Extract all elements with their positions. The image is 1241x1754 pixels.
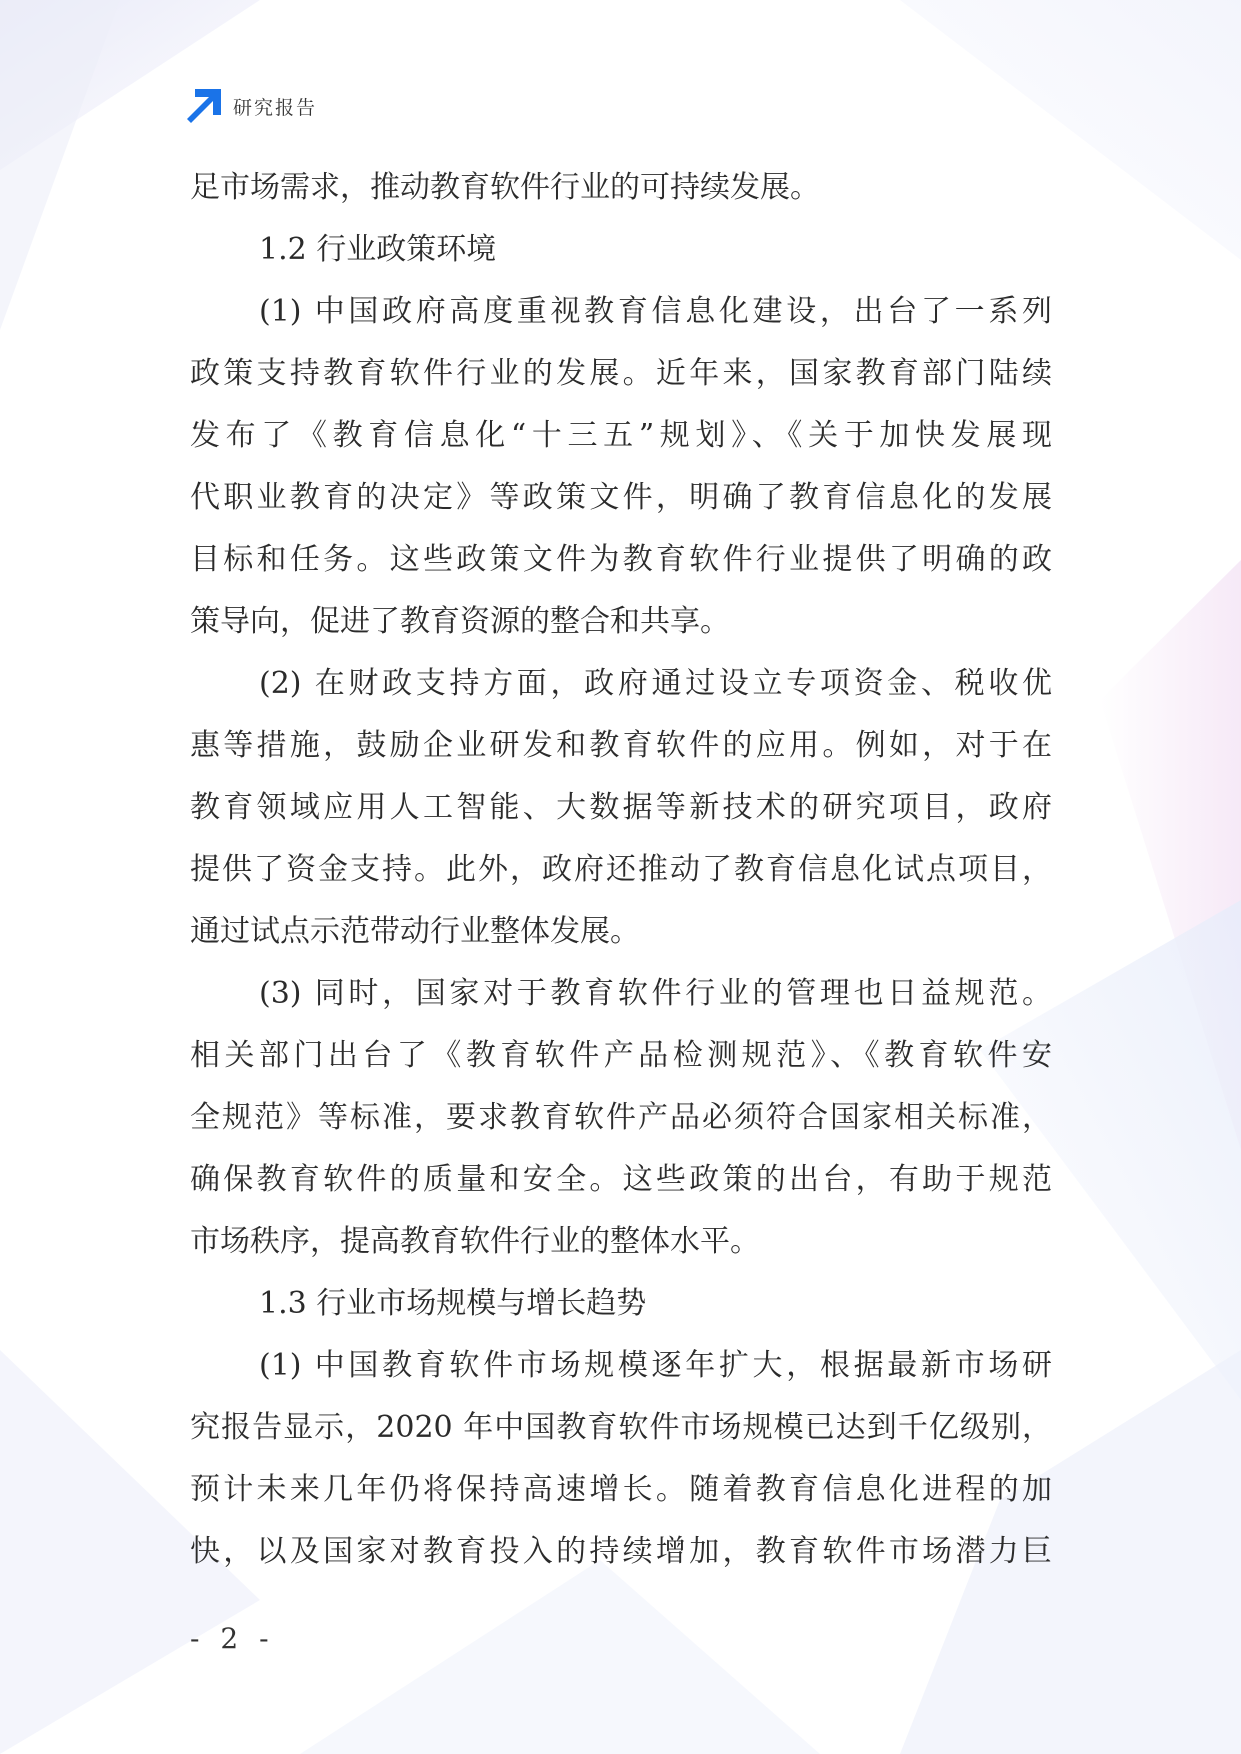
text-line: 提供了资金支持。此外，政府还推动了教育信息化试点项目， — [190, 852, 1052, 887]
text-line: 目标和任务。这些政策文件为教育软件行业提供了明确的政 — [190, 542, 1052, 577]
text-line: 1.3 行业市场规模与增长趋势 — [259, 1286, 647, 1321]
text-line: 市场秩序，提高教育软件行业的整体水平。 — [190, 1224, 760, 1259]
text-line: 代职业教育的决定》等政策文件，明确了教育信息化的发展 — [190, 480, 1052, 515]
text-line: 相关部门出台了《教育软件产品检测规范》、《教育软件安 — [190, 1038, 1052, 1073]
arrow-up-right-icon — [187, 89, 221, 123]
report-header — [187, 88, 317, 124]
page-number: - 2 - — [190, 1622, 275, 1655]
text-line: 足市场需求，推动教育软件行业的可持续发展。 — [190, 170, 820, 205]
text-line: 全规范》等标准，要求教育软件产品必须符合国家相关标准， — [190, 1100, 1052, 1135]
text-line: 政策支持教育软件行业的发展。近年来，国家教育部门陆续 — [190, 356, 1052, 391]
text-line: (3) 同时，国家对于教育软件行业的管理也日益规范。 — [259, 976, 1052, 1011]
text-line: 策导向，促进了教育资源的整合和共享。 — [190, 604, 730, 639]
text-line: 究报告显示，2020 年中国教育软件市场规模已达到千亿级别， — [190, 1410, 1052, 1445]
text-line: (1) 中国政府高度重视教育信息化建设，出台了一系列 — [259, 294, 1052, 329]
text-line: (2) 在财政支持方面，政府通过设立专项资金、税收优 — [259, 666, 1052, 701]
text-line: 快，以及国家对教育投入的持续增加，教育软件市场潜力巨 — [190, 1534, 1052, 1569]
text-line: 预计未来几年仍将保持高速增长。随着教育信息化进程的加 — [190, 1472, 1052, 1507]
text-line: 发布了《教育信息化“十三五”规划》、《关于加快发展现 — [190, 418, 1052, 453]
text-line: (1) 中国教育软件市场规模逐年扩大，根据最新市场研 — [259, 1348, 1052, 1383]
header-title: 研究报告 — [233, 96, 318, 119]
document-body — [190, 157, 1052, 1583]
text-line: 通过试点示范带动行业整体发展。 — [190, 914, 640, 949]
text-line: 确保教育软件的质量和安全。这些政策的出台，有助于规范 — [190, 1162, 1052, 1197]
text-line: 1.2 行业政策环境 — [259, 232, 497, 267]
text-line: 教育领域应用人工智能、大数据等新技术的研究项目，政府 — [190, 790, 1052, 825]
text-line: 惠等措施，鼓励企业研发和教育软件的应用。例如，对于在 — [190, 728, 1052, 763]
